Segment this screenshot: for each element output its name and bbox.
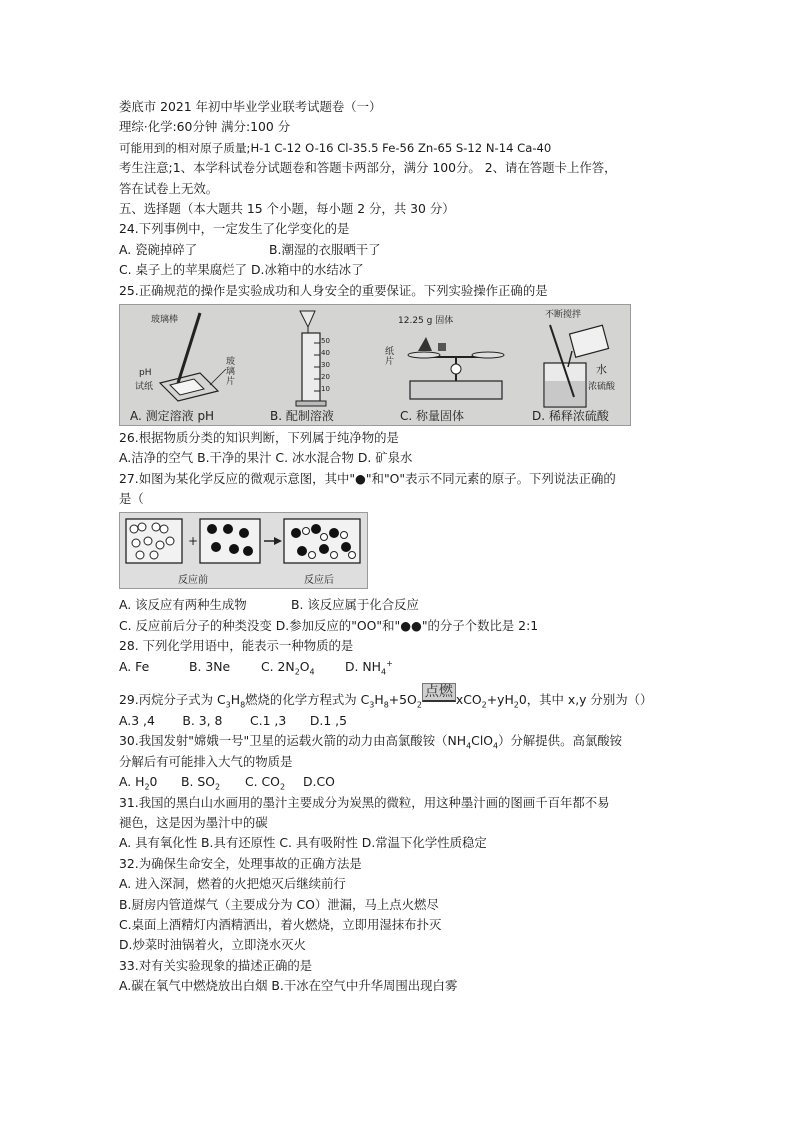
cylinder-mark-50: 50	[321, 336, 330, 345]
label-water: 水	[596, 362, 607, 376]
q27-options-ab	[119, 595, 679, 615]
label-test-paper: 试纸	[135, 381, 154, 392]
q29-options: A.3 ,4 B. 3, 8 C.1 ,3 D.1 ,5	[119, 713, 347, 729]
q31-stem-1: 31.我国的黑白山水画用的墨汁主要成分为炭黑的微粒，用这种墨汁画的图画千百年都不易	[119, 794, 610, 810]
q27-option-a: A. 该反应有两种生成物	[119, 597, 247, 613]
label-conc-acid: 浓硫酸	[588, 381, 616, 392]
q25-caption-c: C. 称量固体	[400, 408, 465, 423]
q28-option-b: B. 3Ne	[189, 658, 231, 674]
balance-base-shape	[410, 381, 502, 399]
q30-option-b: B. $SO_2$	[181, 774, 221, 792]
label-ph: pH	[139, 367, 152, 378]
section-heading: 五、选择题（本大题共 15 个小题，每小题 2 分，共 30 分）	[119, 200, 455, 216]
q24-options-ab	[119, 240, 679, 260]
water-bottle-shape	[570, 325, 609, 357]
q32-option-c: C.桌面上酒精灯内酒精洒出，着火燃烧，立即用湿抹布扑灭	[119, 916, 442, 932]
q32-stem: 32.为确保生命安全，处理事故的正确方法是	[119, 855, 362, 871]
q25-caption-d: D. 稀释浓硫酸	[532, 408, 609, 423]
q27-options-cd: C. 反应前后分子的种类没变 D.参加反应的"OO"和"●●"的分子个数比是 2:1	[119, 617, 539, 633]
notice-line-1: 考生注意;1、本学科试卷分试题卷和答题卡两部分，满分 100分。 2、请在答题卡上作答，	[119, 160, 617, 176]
label-mass: 12.25 g 固体	[398, 315, 454, 326]
q28-options	[119, 657, 679, 677]
cylinder-mark-10: 10	[321, 384, 330, 393]
notice-line-2: 答在试卷上无效。	[119, 180, 219, 196]
q27-option-b: B. 该反应属于化合反应	[291, 597, 419, 613]
label-glass-plate: 玻璃片	[226, 356, 236, 387]
label-before: 反应前	[178, 575, 208, 587]
q25-stem: 25.正确规范的操作是实验成功和人身安全的重要保证。下列实验操作正确的是	[119, 282, 548, 298]
cylinder-mark-20: 20	[321, 372, 330, 381]
q28-option-a: A. Fe	[119, 658, 150, 674]
exam-content	[119, 97, 679, 997]
q24-stem: 24.下列事例中，一定发生了化学变化的是	[119, 221, 350, 237]
atomic-mass-line: 可能用到的相对原子质量;H-1 C-12 O-16 Cl-35.5 Fe-56 Zn-65 S-12 N-14 Ca-40	[119, 140, 552, 155]
cylinder-mark-30: 30	[321, 360, 330, 369]
ph-paper-shape	[170, 379, 204, 395]
cylinder-mark-40: 40	[321, 348, 330, 357]
q26-stem: 26.根据物质分类的知识判断，下列属于纯净物的是	[119, 429, 399, 445]
q29-stem: 29.丙烷分子式为 $C_3H_8$燃烧的化学方程式为 $C_3H_8+5O_2$点燃 $xCO_2+yH_20$，其中 x,y 分别为（）	[119, 684, 653, 710]
plus-sign: +	[188, 534, 199, 549]
exam-title: 娄底市 2021 年初中毕业学业联考试题卷（一）	[119, 99, 382, 114]
q28-stem: 28. 下列化学用语中，能表示一种物质的是	[119, 638, 354, 654]
q26-options: A.洁净的空气 B.干净的果汁 C. 冰水混合物 D. 矿泉水	[119, 450, 413, 466]
q30-stem-1: 30.我国发射"嫦娥一号"卫星的运载火箭的动力由高氯酸铵$(NH_4ClO_4)$分解提供。高氯酸铵	[119, 733, 623, 751]
exam-subject: 理综·化学:60分钟 满分:100 分	[119, 119, 291, 135]
reaction-arrow	[274, 537, 282, 545]
q24-options-cd: C. 桌子上的苹果腐烂了 D.冰箱中的水结冰了	[119, 262, 364, 278]
q32-option-a: A. 进入深洞，燃着的火把熄灭后继续前行	[119, 876, 346, 892]
q27-stem-2: 是（	[119, 491, 144, 507]
funnel-shape	[300, 311, 315, 327]
label-stir: 不断搅拌	[545, 309, 582, 320]
q27-stem-1: 27.如图为某化学反应的微观示意图，其中"●"和"O"表示不同元素的原子。下列说法正确的	[119, 470, 616, 486]
label-after: 反应后	[304, 575, 334, 587]
q27-figure	[119, 512, 368, 589]
q31-options: A. 具有氧化性 B.具有还原性 C. 具有吸附性 D.常温下化学性质稳定	[119, 835, 487, 851]
q32-option-d: D.炒菜时油锅着火，立即浇水灭火	[119, 937, 306, 953]
q32-option-b: B.厨房内管道煤气（主要成分为 CO）泄漏，马上点火燃尽	[119, 896, 439, 912]
ignite-condition-stamp: 点燃	[422, 683, 456, 702]
q25-caption-a: A. 测定溶液 pH	[130, 408, 215, 423]
q24-option-a: A. 瓷碗掉碎了	[119, 241, 198, 257]
q33-stem: 33.对有关实验现象的描述正确的是	[119, 957, 313, 973]
q24-option-b: B.潮湿的衣服晒干了	[269, 241, 381, 257]
q30-stem-2: 分解后有可能排入大气的物质是	[119, 753, 293, 769]
q28-option-d: D. $NH_4^+$	[345, 658, 393, 677]
label-glass-rod: 玻璃棒	[151, 314, 179, 325]
q25-caption-b: B. 配制溶液	[270, 408, 334, 423]
q30-option-c: C. $CO_2$	[245, 774, 286, 792]
label-paper-c: 纸片	[385, 346, 395, 367]
q28-option-c: C. $2N_2O_4$	[261, 658, 315, 677]
q30-options	[119, 772, 679, 792]
q33-options: A.碳在氧气中燃烧放出白烟 B.干冰在空气中升华周围出现白雾	[119, 978, 458, 994]
glass-rod-shape	[178, 313, 200, 383]
q25-figure	[119, 304, 631, 426]
q30-option-d: D.CO	[303, 774, 335, 790]
solid-sample-shape	[418, 337, 432, 351]
q30-option-a: A. $H_20$	[119, 774, 158, 792]
q31-stem-2: 褪色，这是因为墨汁中的碳	[119, 814, 268, 830]
